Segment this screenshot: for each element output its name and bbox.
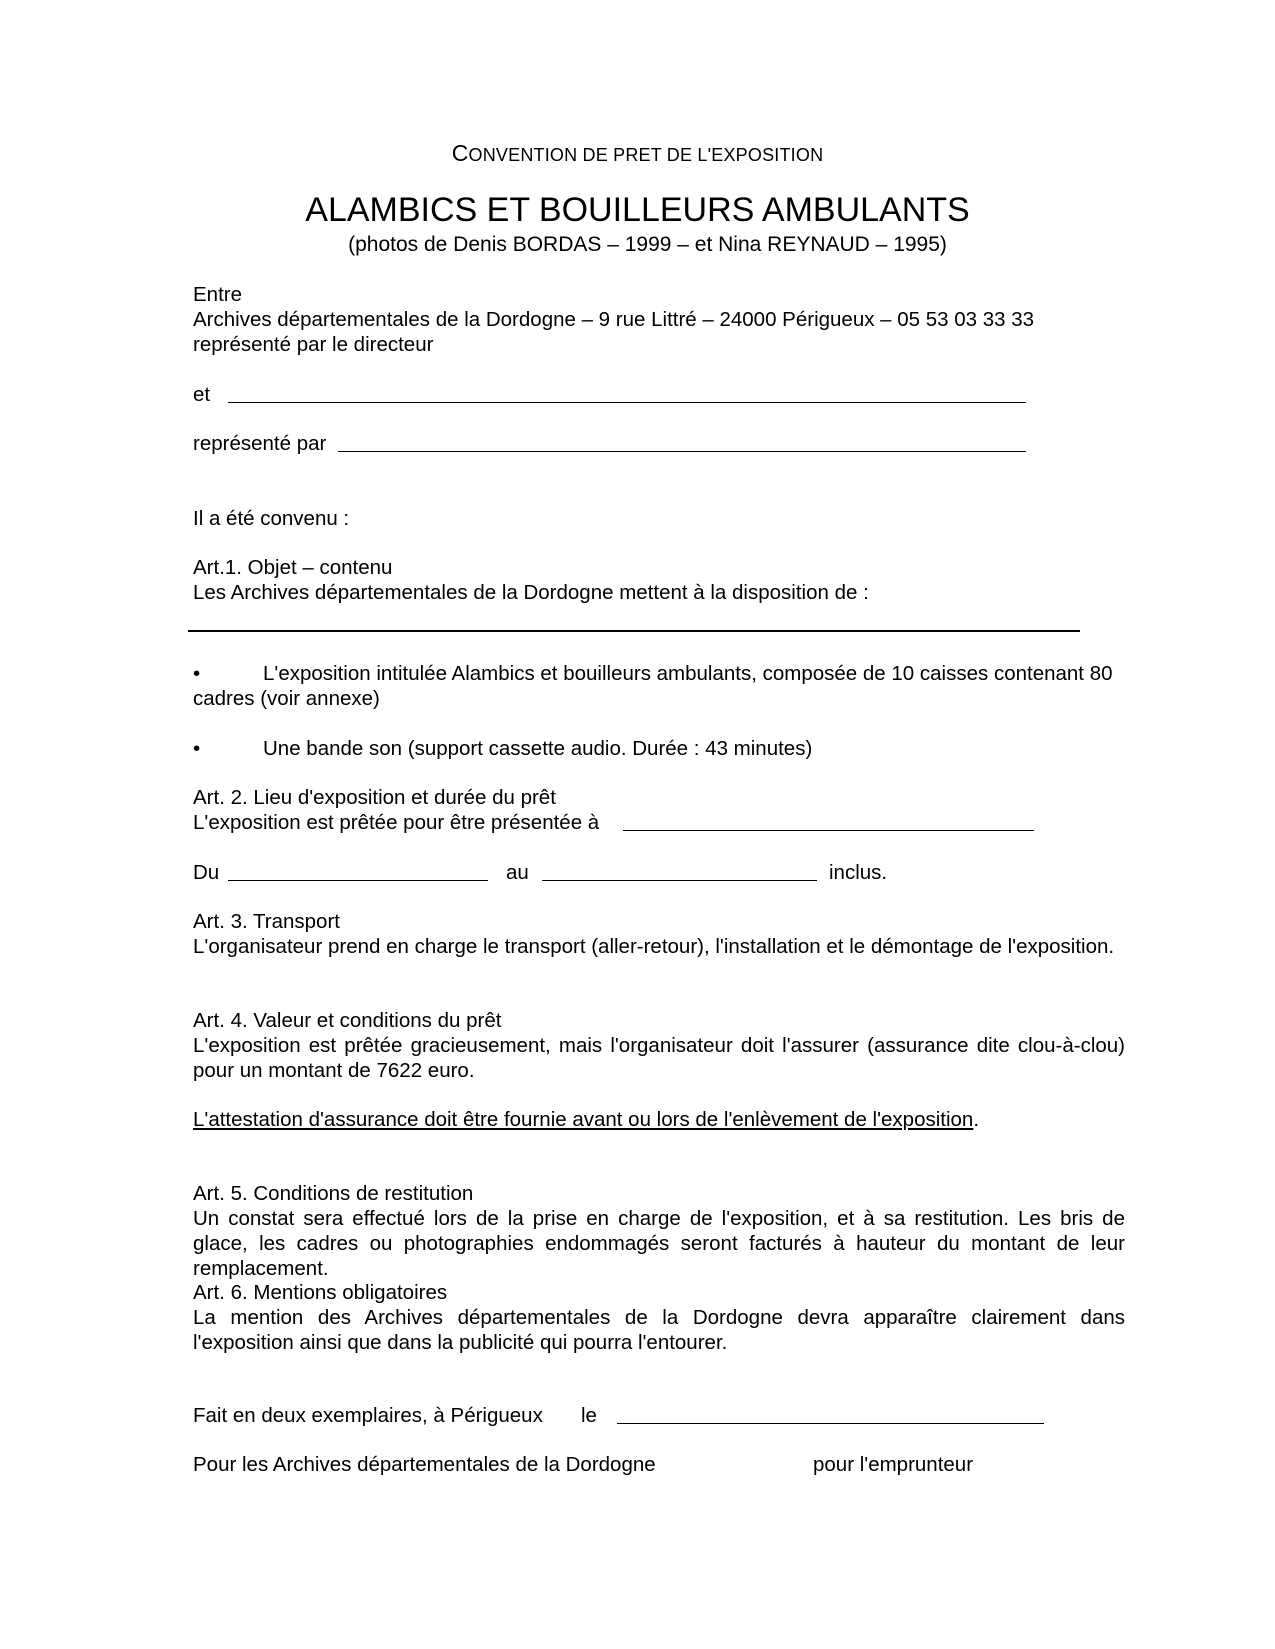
agreement-intro: Il a été convenu : xyxy=(193,507,350,530)
art5-body: Un constat sera effectué lors de la prise en charge de l'exposition, et à sa restitution. Les bris de glace, les cadres ou photographies endommagés seront facturés à hauteur du montant de leur remplacement. xyxy=(193,1207,1125,1280)
art1-item2-text: Une bande son (support cassette audio. Durée : 43 minutes) xyxy=(263,737,813,760)
art4-notice-end: . xyxy=(973,1108,980,1131)
inclus-label: inclus. xyxy=(829,861,888,884)
art1-item2 xyxy=(193,736,812,761)
exhibition-subtitle: (photos de Denis BORDAS – 1999 – et Nina REYNAUD – 1995) xyxy=(348,233,947,256)
bullet-icon: • xyxy=(193,737,201,760)
borrower-signature-label: pour l'emprunteur xyxy=(813,1453,974,1476)
art1-recipient-line[interactable] xyxy=(188,630,1080,632)
art1-item1-suffix: , composée de 10 caisses contenant 80 xyxy=(751,662,1113,685)
art2-heading: Art. 2. Lieu d'exposition et durée du prêt xyxy=(193,786,556,809)
bullet-icon: • xyxy=(193,662,201,685)
art5-heading: Art. 5. Conditions de restitution xyxy=(193,1182,474,1205)
start-date-field[interactable] xyxy=(228,880,488,881)
exhibition-venue-field[interactable] xyxy=(623,830,1034,831)
art4-notice-text: L'attestation d'assurance doit être fournie avant ou lors de l'enlèvement de l'exposition xyxy=(193,1108,974,1131)
art1-heading: Art.1. Objet – contenu xyxy=(193,556,393,579)
archives-signature-label: Pour les Archives départementales de la Dordogne xyxy=(193,1453,656,1476)
au-label: au xyxy=(506,861,529,884)
entre-label: Entre xyxy=(193,283,242,306)
fait-label: Fait en deux exemplaires, à Périgueux xyxy=(193,1404,543,1427)
art1-item1-prefix: L'exposition intitulée xyxy=(263,662,452,685)
art1-item1-line2: cadres (voir annexe) xyxy=(193,687,380,710)
art6-body: La mention des Archives départementales de la Dordogne devra apparaître clairement dans l'exposition ainsi que dans la publicité qui pourra l'entourer. xyxy=(193,1306,1125,1354)
represente-par-label: représenté par xyxy=(193,432,327,455)
art3-heading: Art. 3. Transport xyxy=(193,910,340,933)
borrower-representative-field[interactable] xyxy=(338,451,1026,452)
represented-by-director: représenté par le directeur xyxy=(193,333,434,356)
end-date-field[interactable] xyxy=(542,880,817,881)
borrower-name-field[interactable] xyxy=(228,402,1026,403)
art2-body: L'exposition est prêtée pour être présentée à xyxy=(193,811,600,834)
art4-notice xyxy=(193,1107,979,1132)
convention-heading-rest: ONVENTION DE PRET DE L'EXPOSITION xyxy=(468,145,824,165)
signature-date-field[interactable] xyxy=(617,1423,1044,1424)
du-label: Du xyxy=(193,861,220,884)
art4-body: L'exposition est prêtée gracieusement, mais l'organisateur doit l'assurer (assurance dite clou-à-clou) pour un montant de 7622 euro. xyxy=(193,1034,1125,1082)
art4-heading: Art. 4. Valeur et conditions du prêt xyxy=(193,1009,502,1032)
art1-item1 xyxy=(193,661,1113,686)
art3-body: L'organisateur prend en charge le transport (aller-retour), l'installation et le démontage de l'exposition. xyxy=(193,935,1115,958)
art1-body: Les Archives départementales de la Dordogne mettent à la disposition de : xyxy=(193,581,869,604)
art1-item1-title: Alambics et bouilleurs ambulants xyxy=(451,662,752,685)
exhibition-title: ALAMBICS ET BOUILLEURS AMBULANTS xyxy=(305,191,970,229)
archives-address: Archives départementales de la Dordogne – 9 rue Littré – 24000 Périgueux – 05 53 03 33 33 xyxy=(193,308,1035,331)
art6-heading: Art. 6. Mentions obligatoires xyxy=(193,1281,448,1304)
convention-heading-cap: C xyxy=(451,140,469,166)
le-label: le xyxy=(581,1404,597,1427)
convention-heading xyxy=(0,140,1275,167)
et-label: et xyxy=(193,383,211,406)
